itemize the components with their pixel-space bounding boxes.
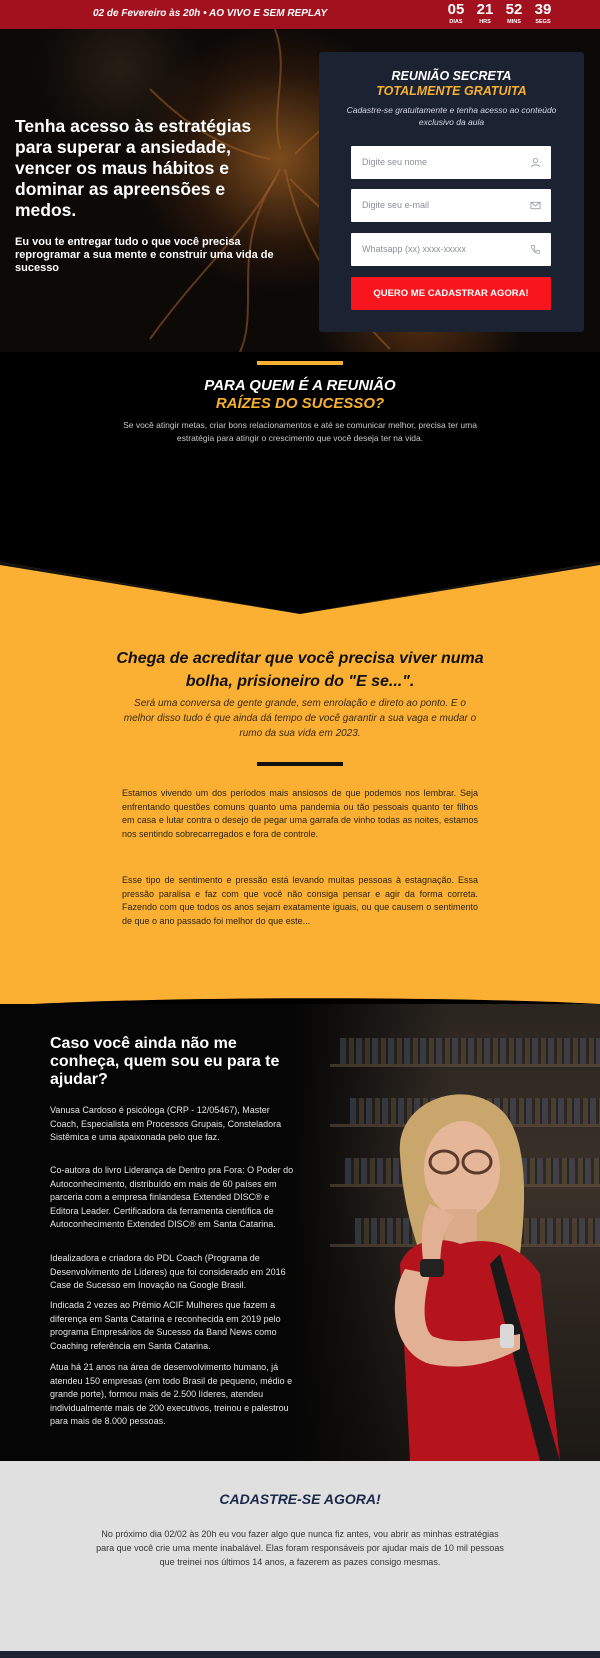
footer-strip bbox=[0, 1651, 600, 1658]
belief-paragraph-2: Esse tipo de sentimento e pressão está levando muitas pessoas à estagnação. Essa pressão paralisa e faz com que você não consiga pensar e agir da forma correta. Fazendo com que todos os anos sejam exatamente iguais, ou que causem o sentimento de que o ano passado foi melhor do que este... bbox=[122, 875, 478, 926]
belief-lead: Será uma conversa de gente grande, sem enrolação e direto ao ponto. E o melhor disso tudo é que ainda dá tempo de você garantir a sua vaga e mudar o rumo da sua vida em 2023. bbox=[123, 698, 477, 739]
hero-subheadline: Eu vou te entregar tudo o que você precisa reprogramar a sua mente e construir uma vida de sucesso bbox=[15, 236, 274, 274]
belief-section bbox=[0, 552, 600, 1004]
audience-title: PARA QUEM É A REUNIÃO bbox=[204, 377, 396, 394]
signup-form bbox=[319, 52, 584, 332]
audience-text: Se você atingir metas, criar bons relacionamentos e até se comunicar melhor, precisa ter uma estratégia para atingir o crescimento que você deseja ter na vida. bbox=[123, 420, 477, 443]
belief-headline: Chega de acreditar que você precisa viver numa bolha, prisioneiro do "E se...". bbox=[116, 650, 484, 690]
countdown-days-label: DIAS bbox=[449, 19, 463, 25]
about-headline: Caso você ainda não me conheça, quem sou eu para te ajudar? bbox=[50, 1035, 280, 1088]
countdown-seconds bbox=[532, 1, 554, 26]
section-divider bbox=[257, 361, 343, 365]
countdown-timer bbox=[445, 1, 554, 26]
countdown-hours bbox=[474, 1, 496, 26]
envelope-icon bbox=[530, 200, 541, 211]
hero-headline: Tenha acesso às estratégias para superar a ansiedade, vencer os maus hábitos e dominar as apreensões e medos. bbox=[15, 116, 252, 220]
email-input[interactable] bbox=[351, 189, 551, 222]
countdown-minutes bbox=[503, 1, 525, 26]
top-bar bbox=[0, 0, 600, 29]
phone-placeholder: Whatsapp (xx) xxxx-xxxxx bbox=[362, 244, 467, 254]
countdown-hours-value: 21 bbox=[476, 1, 494, 18]
email-placeholder: Digite seu e-mail bbox=[362, 200, 430, 210]
belief-paragraph-1: Estamos vivendo um dos períodos mais ansiosos de que podemos nos lembrar. Seja enfrentando questões comuns quanto uma pandemia ou tão pessoais quanto ter filhos em casa e lutar contra o desejo de pegar uma garrafa de vinho todas as noites, estamos nos sentindo sobrecarregados e fora de controle. bbox=[122, 788, 478, 839]
about-paragraph: Atua há 21 anos na área de desenvolvimento humano, já atendeu 150 empresas (em todo Brasil de pequeno, médio e grande porte), formou mais de 2.500 líderes, atendeu individualmente mais de 200 executivos, treinou e palestrou para mais de 8.000 pessoas. bbox=[50, 1362, 293, 1426]
audience-title-highlight: RAÍZES DO SUCESSO? bbox=[215, 395, 385, 412]
user-icon bbox=[530, 157, 541, 168]
about-paragraph: Vanusa Cardoso é psicóloga (CRP - 12/05467), Master Coach, Especialista em Processos Grupais, Consteladora Sistêmica e uma apaixonada pelo que faz. bbox=[50, 1105, 282, 1142]
countdown-seconds-value: 39 bbox=[534, 1, 552, 18]
name-input[interactable] bbox=[351, 146, 551, 179]
countdown-days bbox=[445, 1, 467, 26]
about-section bbox=[0, 1004, 600, 1461]
submit-button[interactable]: QUERO ME CADASTRAR AGORA! bbox=[351, 277, 551, 310]
about-paragraph: Indicada 2 vezes ao Prêmio ACIF Mulheres que fazem a diferença em Santa Catarina e reconhecida em 2019 pelo programa Empresários de Sucesso da Band News como Coaching referência em Santa Catarina. bbox=[50, 1300, 281, 1351]
cta-headline: CADASTRE-SE AGORA! bbox=[219, 1491, 381, 1507]
countdown-days-value: 05 bbox=[447, 1, 465, 18]
section-divider bbox=[257, 762, 343, 766]
form-description: Cadastre-se gratuitamente e tenha acesso ao conteúdo exclusivo da aula bbox=[346, 105, 557, 127]
about-paragraph: Co-autora do livro Liderança de Dentro pra Fora: O Poder do Autoconhecimento, distribuído em mais de 60 países em parceria com a empresa finlandesa Extended DISC® e Editora Leader. Certificadora da ferramenta científica de Autoconhecimento Extended DISC® em Santa Catarina. bbox=[50, 1165, 294, 1229]
phone-input[interactable] bbox=[351, 233, 551, 266]
phone-icon bbox=[530, 244, 541, 255]
form-title: REUNIÃO SECRETA bbox=[391, 69, 512, 83]
event-date: 02 de Fevereiro às 20h • AO VIVO E SEM REPLAY bbox=[93, 8, 328, 19]
cta-section bbox=[0, 1461, 600, 1658]
countdown-minutes-label: MINS bbox=[507, 19, 521, 25]
countdown-hours-label: HRS bbox=[479, 19, 491, 25]
countdown-minutes-value: 52 bbox=[505, 1, 523, 18]
cta-text: No próximo dia 02/02 às 20h eu vou fazer algo que nunca fiz antes, vou abrir as minhas estratégias para que você crie uma mente inabalável. Elas foram responsáveis por ajudar mais de 10 mil pessoas que treinei nos últimos 14 anos, a fazerem as pazes consigo mesmas. bbox=[96, 1529, 504, 1567]
about-paragraph: Idealizadora e criadora do PDL Coach (Programa de Desenvolvimento de Líderes) que foi considerado em 2016 Case de Sucesso em Inovação na Google Brasil. bbox=[50, 1253, 286, 1290]
form-title-highlight: TOTALMENTE GRATUITA bbox=[376, 84, 527, 98]
chevron-divider bbox=[0, 552, 600, 614]
countdown-seconds-label: SEGS bbox=[535, 19, 551, 25]
name-placeholder: Digite seu nome bbox=[362, 157, 428, 167]
